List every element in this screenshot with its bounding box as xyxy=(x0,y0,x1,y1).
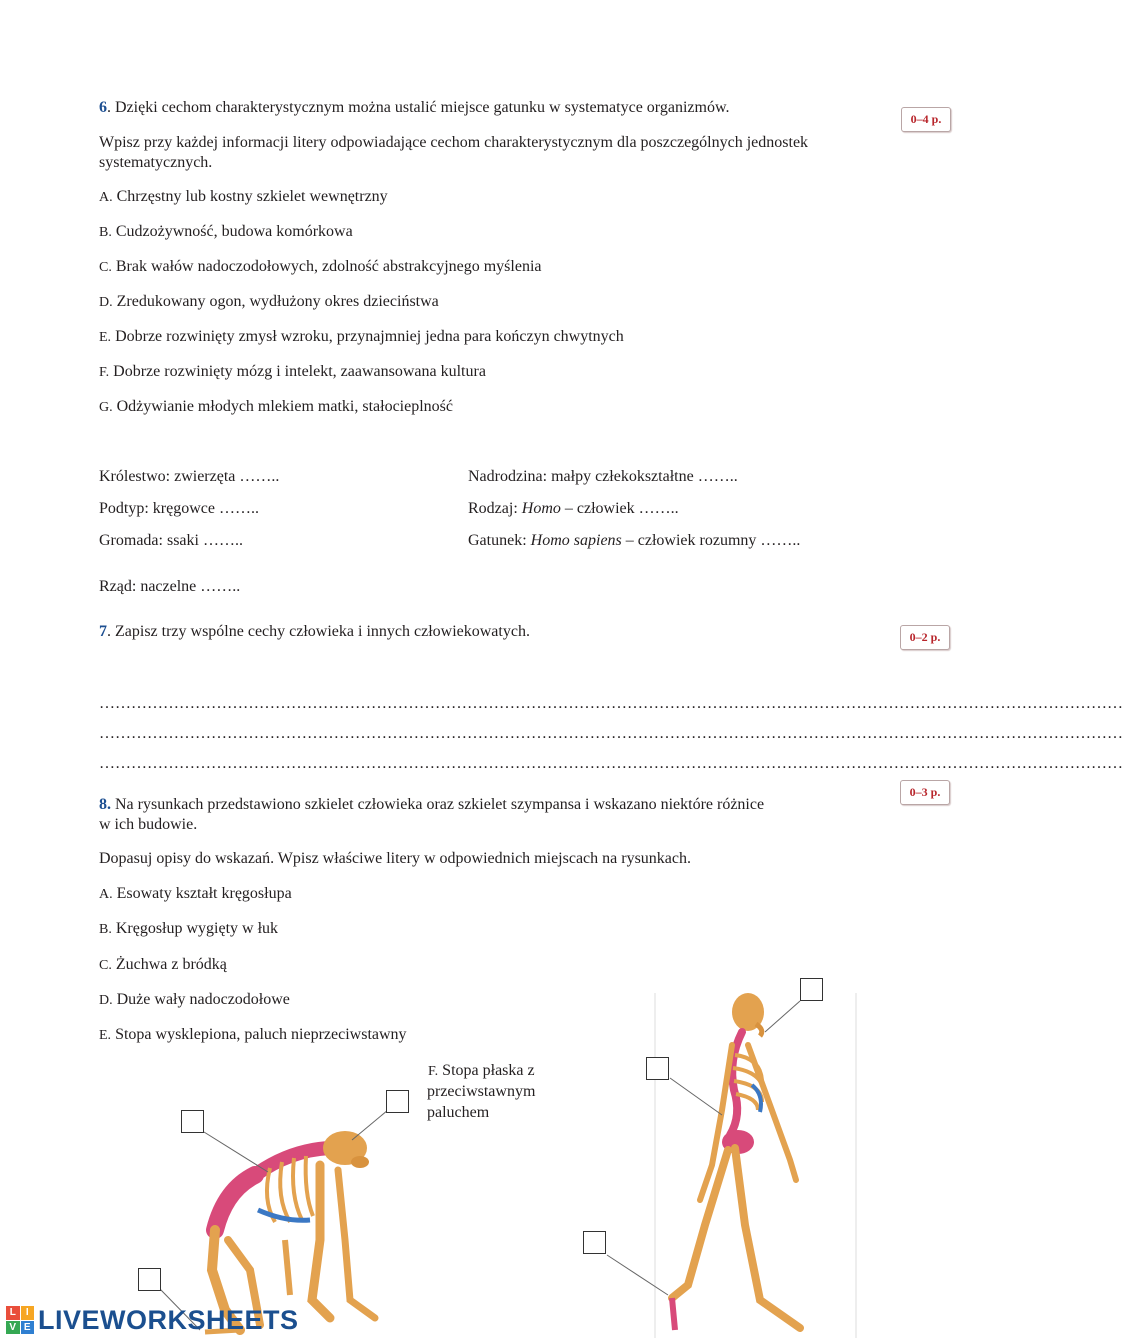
taxon-genus-field[interactable]: Rodzaj: Homo – człowiek …….. xyxy=(468,500,679,517)
task8-instruction: Dopasuj opisy do wskazań. Wpisz właściwe litery w odpowiednich miejscach na rysunkach. xyxy=(99,850,691,867)
human-jaw-answer-box[interactable] xyxy=(800,978,823,1001)
logo-text: LIVEWORKSHEETS xyxy=(38,1304,299,1335)
task8-option-b: B. Kręgosłup wygięty w łuk xyxy=(99,920,279,937)
human-foot-answer-box[interactable] xyxy=(583,1231,606,1254)
task7-question: 7. Zapisz trzy wspólne cechy człowieka i innych człowiekowatych. xyxy=(99,623,530,640)
task8-option-f-line2: przeciwstawnym xyxy=(427,1083,536,1100)
human-skeleton xyxy=(655,993,856,1338)
task6-option-g: G. Odżywianie młodych mlekiem matki, stałocieplność xyxy=(99,398,453,415)
taxon-class-field[interactable]: Gromada: ssaki …….. xyxy=(99,532,243,549)
task6-option-e: E. Dobrze rozwinięty zmysł wzroku, przynajmniej jedna para kończyn chwytnych xyxy=(99,328,624,345)
task6-option-b: B. Cudzożywność, budowa komórkowa xyxy=(99,223,353,240)
chimp-back-answer-box[interactable] xyxy=(181,1110,204,1133)
live-badge-icon: L I V E xyxy=(6,1306,34,1334)
chimp-foot-answer-box[interactable] xyxy=(138,1268,161,1291)
task8-number: 8. xyxy=(99,796,111,813)
task8-option-d: D. Duże wały nadoczodołowe xyxy=(99,991,290,1008)
task8-question-line1: 8. Na rysunkach przedstawiono szkielet człowieka oraz szkielet szympansa i wskazano niektóre różnice xyxy=(99,796,765,813)
task8-option-c: C. Żuchwa z bródką xyxy=(99,956,227,973)
human-spine-answer-box[interactable] xyxy=(646,1057,669,1080)
task6-instruction-line1: Wpisz przy każdej informacji litery odpowiadające cechom charakterystycznym dla poszczególnych jednostek xyxy=(99,134,809,151)
taxon-superfamily-field[interactable]: Nadrodzina: małpy człekokształtne …….. xyxy=(468,468,738,485)
task7-answer-line-1[interactable]: ………………………………………………………………………………………………………………………………………………………………………… xyxy=(99,695,1123,712)
taxon-order-field[interactable]: Rząd: naczelne …….. xyxy=(99,578,241,595)
task6-instruction-line2: systematycznych. xyxy=(99,154,213,171)
taxon-species-field[interactable]: Gatunek: Homo sapiens – człowiek rozumny …….. xyxy=(468,532,801,549)
task7-points-badge: 0–2 p. xyxy=(900,625,950,650)
task8-option-f-line1: F. Stopa płaska z xyxy=(428,1062,535,1079)
task6-option-c: C. Brak wałów nadoczodołowych, zdolność abstrakcyjnego myślenia xyxy=(99,258,542,275)
task6-option-d: D. Zredukowany ogon, wydłużony okres dzieciństwa xyxy=(99,293,439,310)
task8-option-a: A. Esowaty kształt kręgosłupa xyxy=(99,885,292,902)
taxon-kingdom-field[interactable]: Królestwo: zwierzęta …….. xyxy=(99,468,280,485)
chimp-skull-answer-box[interactable] xyxy=(386,1090,409,1113)
taxon-subphylum-field[interactable]: Podtyp: kręgowce …….. xyxy=(99,500,259,517)
task8-option-f-line3: paluchem xyxy=(427,1104,490,1121)
task6-option-a: A. Chrzęstny lub kostny szkielet wewnętrzny xyxy=(99,188,388,205)
task6-number: 6 xyxy=(99,99,107,116)
task6-question: 6. Dzięki cechom charakterystycznym można ustalić miejsce gatunku w systematyce organizmów. xyxy=(99,99,730,116)
task6-points-badge: 0–4 p. xyxy=(901,107,951,132)
human-pointer-lines xyxy=(607,1001,800,1295)
task7-number: 7 xyxy=(99,623,107,640)
task7-answer-line-3[interactable]: ………………………………………………………………………………………………………………………………………………………………………… xyxy=(99,755,1123,772)
task8-question-line2: w ich budowie. xyxy=(99,816,198,833)
task6-option-f: F. Dobrze rozwinięty mózg i intelekt, zaawansowana kultura xyxy=(99,363,486,380)
liveworksheets-logo xyxy=(6,1304,299,1336)
task8-points-badge: 0–3 p. xyxy=(900,780,950,805)
chimpanzee-skeleton xyxy=(205,1131,375,1332)
task8-option-e: E. Stopa wysklepiona, paluch nieprzeciwstawny xyxy=(99,1026,407,1043)
task7-answer-line-2[interactable]: ………………………………………………………………………………………………………………………………………………………………………… xyxy=(99,725,1123,742)
